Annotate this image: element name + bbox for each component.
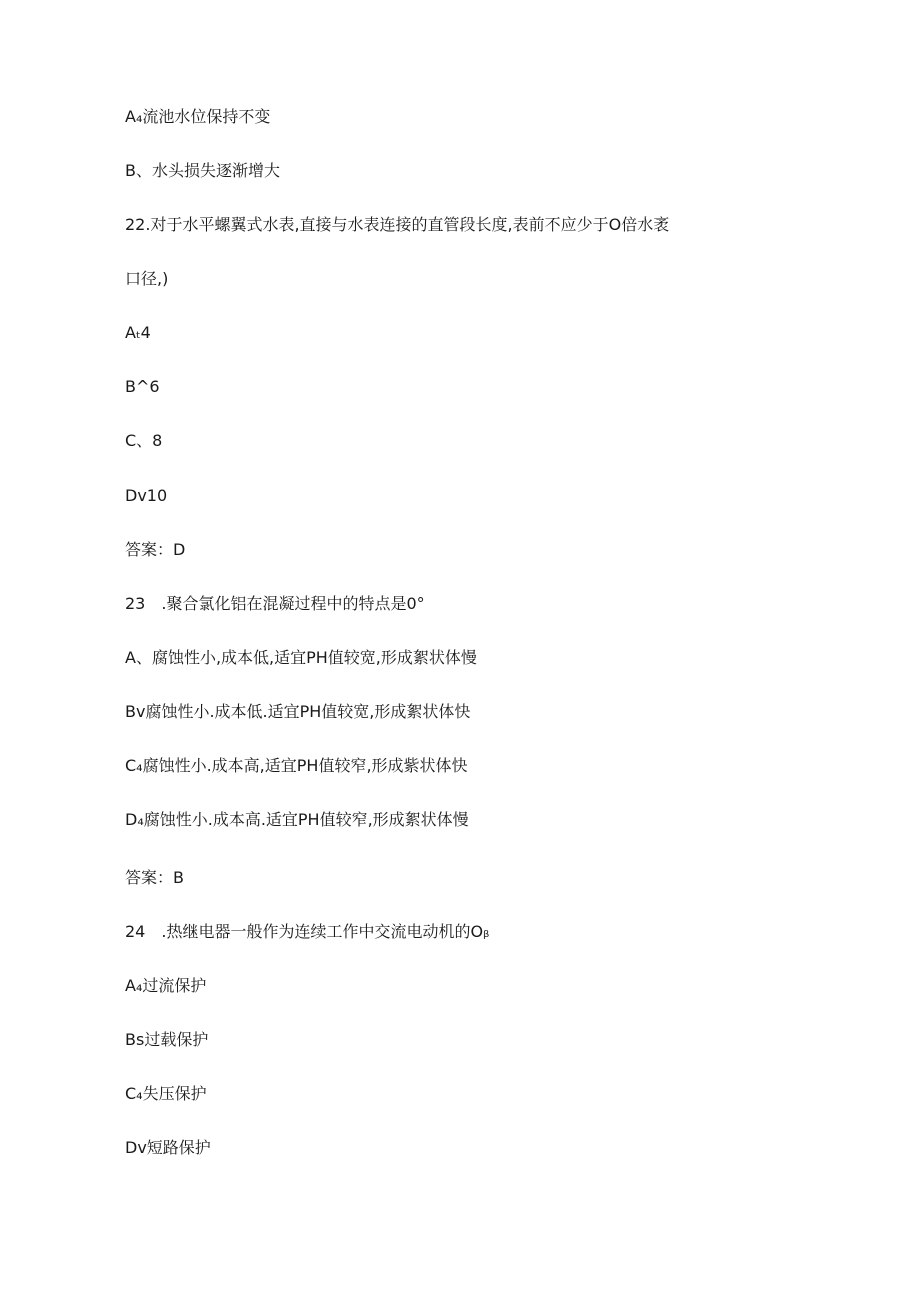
option-a-text: A₄流池水位保持不变 bbox=[125, 107, 271, 126]
option-a-text: Aₜ4 bbox=[125, 323, 151, 342]
option-b-text: Bs过载保护 bbox=[125, 1030, 209, 1049]
answer-text: 答案：B bbox=[125, 868, 184, 887]
option-b-text: Bv腐蚀性小.成本低.适宜PH值较宽,形成絮状体快 bbox=[125, 702, 471, 721]
option-b-text: B、水头损失逐渐增大 bbox=[125, 161, 280, 180]
question-22-continuation: 口径,) bbox=[125, 269, 169, 288]
question-24-text: 24 .热继电器一般作为连续工作中交流电动机的Oᵦ bbox=[125, 922, 490, 941]
option-c-text: C、8 bbox=[125, 431, 163, 450]
option-a-text: A₄过流保护 bbox=[125, 976, 207, 995]
question-22-text: 22.对于水平螺翼式水表,直接与水表连接的直管段长度,表前不应少于O倍水袤 bbox=[125, 215, 670, 234]
option-c-text: C₄腐蚀性小.成本高,适宜PH值较窄,形成紫状体快 bbox=[125, 756, 468, 775]
option-d-text: Dv10 bbox=[125, 486, 168, 505]
question-23-text: 23 .聚合氯化铝在混凝过程中的特点是0° bbox=[125, 594, 425, 613]
option-c-text: C₄失压保护 bbox=[125, 1084, 207, 1103]
option-d-text: Dv短路保护 bbox=[125, 1138, 211, 1157]
option-d-text: D₄腐蚀性小.成本高.适宜PH值较窄,形成絮状体慢 bbox=[125, 810, 469, 829]
option-a-text: A、腐蚀性小,成本低,适宜PH值较宽,形成絮状体慢 bbox=[125, 648, 477, 667]
answer-text: 答案：D bbox=[125, 540, 186, 559]
option-b-text: B^6 bbox=[125, 377, 160, 396]
